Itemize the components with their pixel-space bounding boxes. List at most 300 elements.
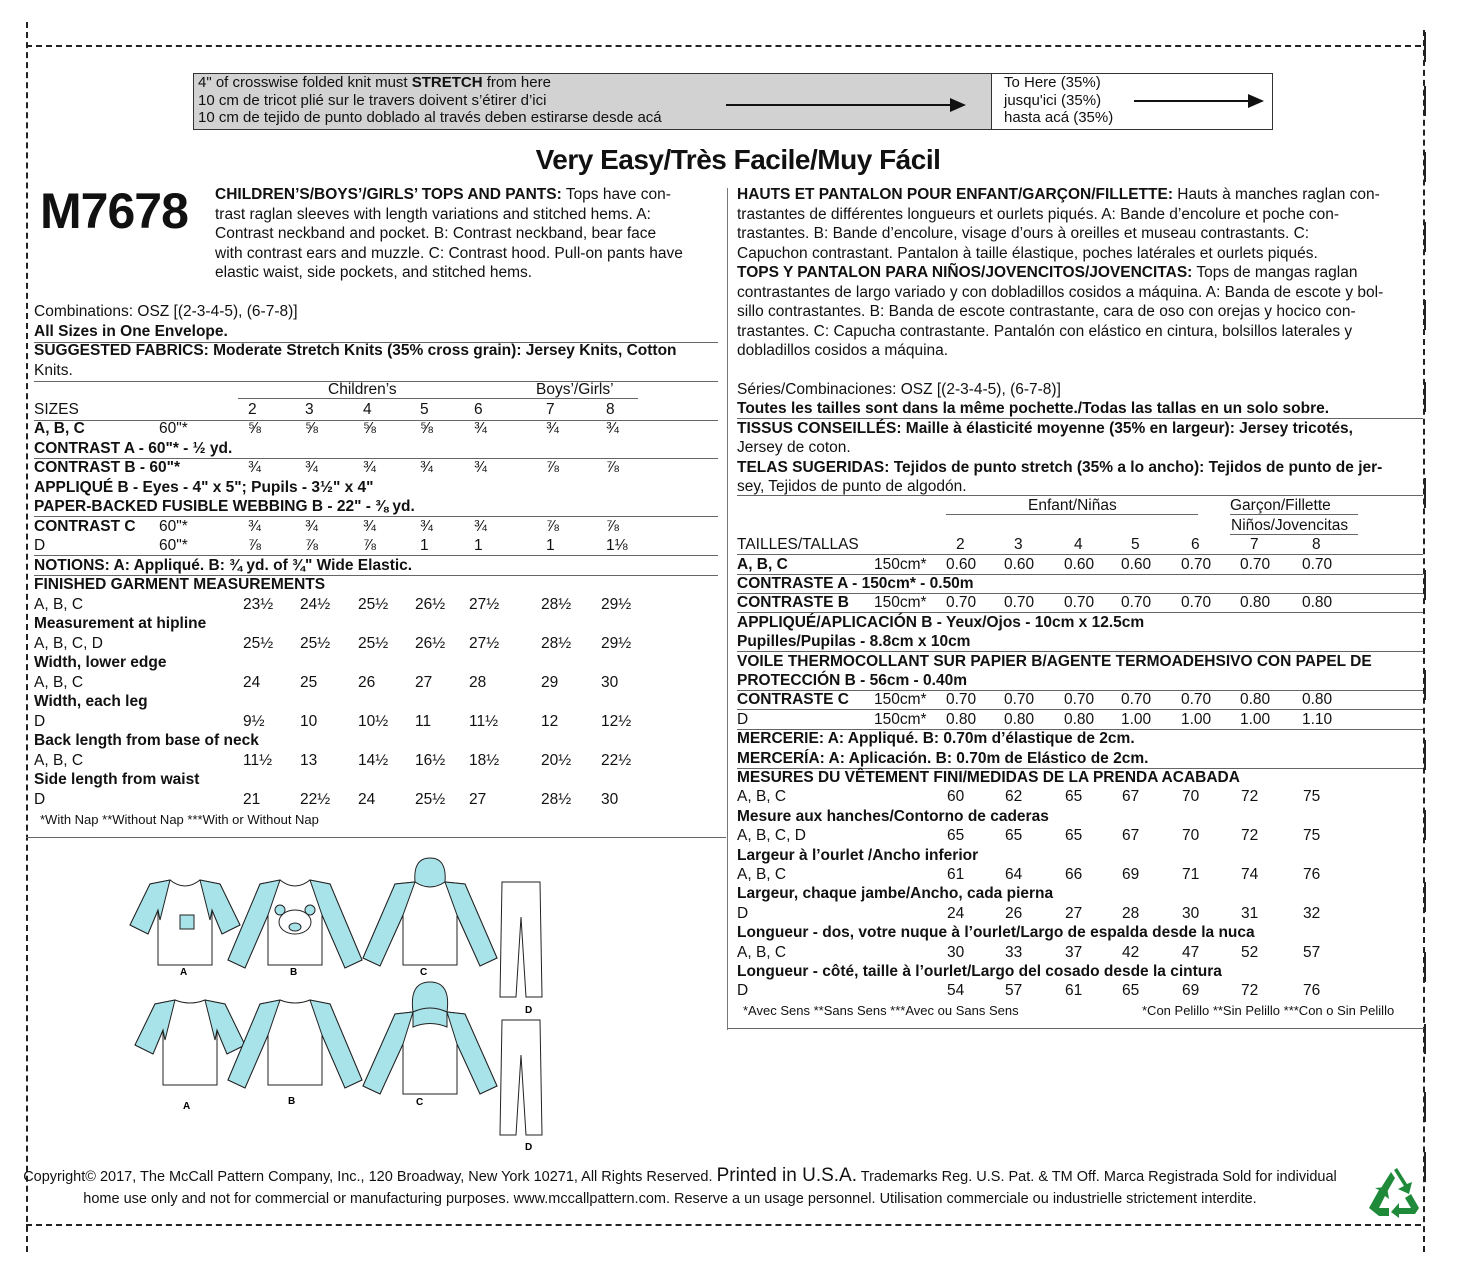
view-label-b: B bbox=[290, 967, 298, 978]
yardage-label: PROTECCIÓN B - 56cm - 0.40m bbox=[737, 672, 967, 689]
measurement-value: 69 bbox=[1182, 982, 1200, 1000]
measurement-value: 25½ bbox=[415, 790, 446, 808]
view-label-c-back: C bbox=[416, 1097, 424, 1108]
measurement-value: 30 bbox=[1182, 904, 1200, 922]
measurement-value: 10½ bbox=[358, 712, 389, 730]
size-column: 2 bbox=[248, 400, 257, 418]
measurement-value: 26½ bbox=[415, 595, 446, 613]
view-label-c: C bbox=[420, 967, 428, 978]
description-text: dobladillos cosidos a máquina. bbox=[737, 342, 949, 359]
measurement-value: 28½ bbox=[541, 634, 572, 652]
yardage-value: 0.80 bbox=[1004, 710, 1035, 728]
edge-tick bbox=[1424, 382, 1426, 412]
yardage-label: PAPER-BACKED FUSIBLE WEBBING B - 22" - ⅜ yd. bbox=[34, 498, 415, 515]
size-column: 8 bbox=[606, 400, 615, 418]
measurement-value: 76 bbox=[1303, 866, 1321, 883]
yardage-value: 0.70 bbox=[946, 594, 977, 612]
measurement-label: A, B, C bbox=[34, 751, 84, 769]
measurement-heading: Mesure aux hanches/Contorno de caderas bbox=[737, 807, 1049, 825]
arrow-icon bbox=[726, 104, 964, 106]
description-text: contrastantes de largo variado y con dobladillos cosidos a máquina. A: Banda de escote y bol- bbox=[737, 283, 1384, 301]
measurement-value: 28 bbox=[469, 673, 487, 691]
measurement-value: 52 bbox=[1241, 943, 1259, 961]
edge-tick bbox=[1424, 32, 1426, 62]
nap-note-en: *With Nap **Without Nap ***With or Without Nap bbox=[40, 812, 319, 827]
yardage-value: 1.10 bbox=[1302, 710, 1333, 728]
all-sizes-fr: Toutes les tailles sont dans la même pochette./Todas las tallas en un solo sobre. bbox=[737, 400, 1330, 418]
size-column: 4 bbox=[1074, 536, 1083, 554]
measurement-value: 70 bbox=[1182, 788, 1200, 806]
yardage-label: VOILE THERMOCOLLANT SUR PAPIER B/AGENTE TERMOADEHSIVO CON PAPEL DE bbox=[737, 652, 1372, 670]
gauge-to-here-fr: jusqu'ici (35%) bbox=[1004, 91, 1102, 109]
description-text: trastantes. B: Bande d’encolure, visage d’ours à oreilles et museau contrastants. C: bbox=[737, 225, 1310, 242]
arrow-icon bbox=[1134, 100, 1262, 102]
edge-tick bbox=[1424, 952, 1426, 982]
yardage-label: CONTRASTE C bbox=[737, 691, 849, 709]
size-column: 7 bbox=[1250, 536, 1259, 554]
measurement-value: 30 bbox=[601, 673, 619, 691]
measurement-value: 37 bbox=[1065, 943, 1083, 961]
measurement-label: D bbox=[34, 712, 46, 730]
group-ninos: Niños/Jovencitas bbox=[1231, 516, 1349, 534]
measurement-label: D bbox=[34, 790, 46, 808]
measurement-value: 70 bbox=[1182, 827, 1200, 845]
yardage-value: 0.80 bbox=[1302, 691, 1333, 709]
yardage-value: 1⅛ bbox=[606, 537, 628, 554]
yardage-value: 1 bbox=[420, 537, 429, 554]
measurement-value: 47 bbox=[1182, 943, 1200, 961]
yardage-value: ¾ bbox=[546, 420, 559, 437]
yardage-value: 0.80 bbox=[1240, 691, 1271, 709]
yardage-value: 0.70 bbox=[1302, 555, 1333, 573]
view-label-d-back: D bbox=[525, 1142, 533, 1153]
fabrics-fr-line: Jersey de coton. bbox=[737, 439, 851, 457]
yardage-value: ¾ bbox=[305, 459, 318, 476]
yardage-value: 0.60 bbox=[1004, 555, 1035, 573]
recycle-icon bbox=[1367, 1168, 1421, 1218]
yardage-value: ⅞ bbox=[546, 459, 559, 476]
measurement-value: 25½ bbox=[243, 634, 274, 652]
yardage-value: ¾ bbox=[363, 517, 376, 535]
fabrics-fr-line: TISSUS CONSEILLÉS: Maille à élasticité moyenne (35% en largeur): Jersey tricotés, bbox=[737, 419, 1353, 437]
fabrics-en-2: Knits. bbox=[34, 361, 73, 379]
measurement-label: D bbox=[737, 982, 749, 1000]
yardage-value: ¾ bbox=[420, 517, 433, 535]
measurement-value: 32 bbox=[1303, 904, 1321, 922]
cut-line-top bbox=[26, 45, 1421, 47]
yardage-value: 0.70 bbox=[1064, 691, 1095, 709]
description-line bbox=[737, 185, 1425, 205]
yardage-value: ⅝ bbox=[305, 420, 318, 437]
edge-tick bbox=[1424, 740, 1426, 770]
measurement-value: 29 bbox=[541, 673, 559, 691]
measurement-value: 28½ bbox=[541, 595, 572, 613]
yardage-value: ⅞ bbox=[606, 517, 619, 535]
yardage-value: 0.80 bbox=[946, 710, 977, 728]
measurement-heading: Largeur à l’ourlet /Ancho inferior bbox=[737, 846, 979, 864]
edge-tick bbox=[1424, 570, 1426, 600]
view-c-back bbox=[363, 982, 497, 1094]
measurement-value: 60 bbox=[947, 788, 965, 806]
sizes-label: SIZES bbox=[34, 400, 79, 418]
yardage-value: 0.70 bbox=[1121, 594, 1152, 612]
measurement-value: 18½ bbox=[469, 751, 500, 769]
measurement-label: A, B, C, D bbox=[34, 634, 103, 652]
merceria-es: MERCERÍA: A: Aplicación. B: 0.70m de Elástico de 2cm. bbox=[737, 749, 1149, 767]
description-line bbox=[737, 244, 1425, 264]
measurement-value: 11½ bbox=[243, 751, 273, 769]
measurement-value: 31 bbox=[1241, 904, 1259, 922]
view-d-pants bbox=[500, 882, 542, 997]
description-heading: TOPS Y PANTALON PARA NIÑOS/JOVENCITOS/JOVENCITAS: bbox=[737, 264, 1193, 281]
yardage-label: A, B, C bbox=[737, 555, 788, 573]
group-enfant: Enfant/Niñas bbox=[1028, 497, 1117, 515]
stretch-gauge-end bbox=[992, 74, 1272, 129]
fabric-width: 150cm* bbox=[874, 710, 927, 728]
yardage-label: A, B, C bbox=[34, 420, 85, 437]
yardage-value: 1.00 bbox=[1181, 710, 1212, 728]
fabrics-en-1: SUGGESTED FABRICS: Moderate Stretch Knits (35% cross grain): Jersey Knits, Cotton bbox=[34, 342, 677, 359]
yardage-label: D bbox=[737, 710, 749, 728]
edge-tick bbox=[1424, 1024, 1426, 1054]
gauge-line-fr: 10 cm de tricot plié sur le travers doivent s’étirer d’ici bbox=[198, 91, 547, 109]
edge-tick bbox=[1424, 1092, 1426, 1122]
yardage-value: 0.70 bbox=[1064, 594, 1095, 612]
rule bbox=[728, 1028, 1426, 1029]
yardage-value: ⅞ bbox=[363, 537, 376, 554]
measurement-value: 12½ bbox=[601, 712, 632, 730]
view-a-top-short-sleeve bbox=[130, 880, 240, 965]
view-label-d: D bbox=[525, 1005, 533, 1016]
edge-tick bbox=[1424, 882, 1426, 912]
cut-line-left bbox=[26, 22, 28, 1252]
copyright-line-1: Copyright© 2017, The McCall Pattern Company, Inc., 120 Broadway, New York 10271, All Rights Reserved. Printed in U.S.A. Trademarks Reg. U.S. Pat. & TM Off. Marca Registrada Sold for individual bbox=[23, 1165, 1337, 1186]
measurement-value: 67 bbox=[1122, 827, 1140, 845]
measurement-value: 26 bbox=[1005, 904, 1023, 922]
yardage-label: APPLIQUÉ B - Eyes - 4" x 5"; Pupils - 3½" x 4" bbox=[34, 478, 374, 496]
measurement-value: 16½ bbox=[415, 751, 446, 769]
size-column: 6 bbox=[1191, 536, 1200, 554]
measurement-value: 67 bbox=[1122, 788, 1140, 806]
rule bbox=[26, 837, 726, 838]
yardage-value: 0.70 bbox=[1240, 555, 1271, 573]
description-heading: HAUTS ET PANTALON POUR ENFANT/GARÇON/FILLETTE: bbox=[737, 186, 1173, 203]
cut-line-bottom bbox=[26, 1224, 1421, 1226]
description-text: Capuchon contrastant. Pantalon à taille élastique, poches latérales et ourlets piqués. bbox=[737, 244, 1318, 262]
view-a-back bbox=[135, 1000, 245, 1085]
measurement-value: 65 bbox=[1122, 982, 1140, 1000]
measurement-heading: Longueur - dos, votre nuque à l’ourlet/Largo de espalda desde la nuca bbox=[737, 924, 1255, 942]
combinations-fr: Séries/Combinaciones: OSZ [(2-3-4-5), (6-7-8)] bbox=[737, 381, 1061, 398]
description-line bbox=[737, 263, 1425, 283]
measurement-label: D bbox=[737, 904, 749, 922]
view-d-back bbox=[500, 1020, 542, 1135]
yardage-value: 1 bbox=[474, 537, 483, 554]
measurement-value: 57 bbox=[1303, 943, 1321, 961]
measurement-value: 42 bbox=[1122, 943, 1140, 961]
yardage-value: ¾ bbox=[474, 420, 487, 437]
measurement-value: 24 bbox=[947, 904, 965, 922]
measurement-value: 64 bbox=[1005, 866, 1023, 883]
measurement-value: 9½ bbox=[243, 712, 265, 730]
measurement-value: 30 bbox=[947, 943, 965, 961]
description-line bbox=[737, 302, 1425, 322]
garment-illustrations bbox=[100, 850, 600, 1160]
measurement-value: 29½ bbox=[601, 634, 632, 652]
fabric-width: 60"* bbox=[159, 420, 188, 437]
measurement-value: 25 bbox=[300, 673, 318, 691]
yardage-value: 0.70 bbox=[1121, 691, 1152, 709]
yardage-value: ¾ bbox=[248, 517, 261, 535]
measurement-value: 66 bbox=[1065, 866, 1083, 883]
group-boys-girls: Boys’/Girls’ bbox=[536, 381, 614, 398]
yardage-value: 0.60 bbox=[1064, 555, 1095, 573]
yardage-label: Pupilles/Pupilas - 8.8cm x 10cm bbox=[737, 633, 971, 651]
yardage-value: 0.70 bbox=[1181, 594, 1212, 612]
measurement-value: 28½ bbox=[541, 790, 572, 808]
measurement-value: 22½ bbox=[601, 751, 632, 769]
fabric-width: 60"* bbox=[159, 517, 188, 535]
measurement-value: 74 bbox=[1241, 866, 1259, 883]
edge-tick bbox=[1424, 670, 1426, 700]
yardage-label: CONTRAST B - 60"* bbox=[34, 459, 181, 476]
yardage-value: 0.60 bbox=[1121, 555, 1152, 573]
view-label-b-back: B bbox=[288, 1096, 296, 1107]
fabrics-fr-line: TELAS SUGERIDAS: Tejidos de punto stretch (35% a lo ancho): Tejidos de punto de jer- bbox=[737, 458, 1383, 476]
measurement-value: 11½ bbox=[469, 712, 499, 730]
yardage-value: ⅞ bbox=[546, 517, 559, 535]
measurement-label: A, B, C bbox=[737, 788, 787, 806]
yardage-label: CONTRASTE A - 150cm* - 0.50m bbox=[737, 575, 974, 592]
yardage-value: 0.80 bbox=[1302, 594, 1333, 612]
measurement-value: 26½ bbox=[415, 634, 446, 652]
view-label-a: A bbox=[180, 967, 188, 978]
yardage-value: ¾ bbox=[474, 459, 487, 476]
measurement-value: 26 bbox=[358, 673, 376, 691]
fabric-width: 60"* bbox=[159, 537, 188, 554]
description-en: CHILDREN’S/BOYS’/GIRLS’ TOPS AND PANTS: Tops have con- trast raglan sleeves with length variations and stitched hems. A: Contrast neckband and pocket. B: Contrast neckband, bear face with contrast ears and muzzle. C: Contrast hood. Pull-on pants have elastic waist, side pockets, and stitched hems. bbox=[215, 186, 683, 281]
yardage-label: CONTRAST A - 60"* - ½ yd. bbox=[34, 439, 233, 457]
rule bbox=[946, 514, 1198, 515]
measurement-value: 65 bbox=[1065, 827, 1083, 845]
yardage-value: ¾ bbox=[420, 459, 433, 476]
measurement-value: 62 bbox=[1005, 788, 1023, 806]
measurement-value: 65 bbox=[1065, 788, 1083, 806]
description-fr-es bbox=[737, 185, 1425, 361]
yardage-value: 0.80 bbox=[1240, 594, 1271, 612]
edge-tick bbox=[1424, 222, 1426, 252]
measurement-value: 27 bbox=[1065, 904, 1083, 922]
yardage-value: 1.00 bbox=[1240, 710, 1271, 728]
yardage-label: D bbox=[34, 537, 46, 554]
size-column: 5 bbox=[420, 400, 429, 418]
edge-tick bbox=[1424, 152, 1426, 182]
yardage-label: CONTRAST C bbox=[34, 517, 136, 535]
measurement-value: 75 bbox=[1303, 827, 1321, 845]
copyright-line-2: home use only and not for commercial or manufacturing purposes. www.mccallpattern.com. Reserve a un usage personnel. Utilisation commerciale ou industrielle strictement interdite. bbox=[83, 1191, 1257, 1207]
measurement-value: 33 bbox=[1005, 943, 1023, 961]
description-text: Tops de mangas raglan bbox=[1192, 264, 1358, 281]
description-line bbox=[737, 283, 1425, 303]
measurement-label: A, B, C bbox=[34, 595, 84, 613]
measurement-value: 61 bbox=[947, 866, 965, 883]
measurement-value: 69 bbox=[1122, 866, 1140, 883]
nap-note-es: *Con Pelillo **Sin Pelillo ***Con o Sin Pelillo bbox=[1142, 1002, 1395, 1018]
yardage-value: ⅞ bbox=[305, 537, 318, 554]
measurement-value: 11 bbox=[415, 712, 432, 730]
gauge-to-here-es: hasta acá (35%) bbox=[1004, 109, 1114, 126]
measurement-value: 24½ bbox=[300, 595, 331, 613]
view-c-hoodie bbox=[363, 858, 497, 966]
measurement-label: A, B, C, D bbox=[737, 827, 806, 845]
edge-tick bbox=[1424, 810, 1426, 840]
measurement-heading: Width, each leg bbox=[34, 693, 148, 710]
measurement-label: A, B, C bbox=[34, 673, 84, 691]
measurement-heading: Side length from waist bbox=[34, 771, 200, 788]
measurement-value: 27½ bbox=[469, 634, 500, 652]
size-column: 8 bbox=[1312, 536, 1321, 554]
size-column: 7 bbox=[546, 400, 555, 418]
yardage-value: ⅞ bbox=[248, 537, 261, 554]
measurement-value: 27½ bbox=[469, 595, 500, 613]
gauge-line-es: 10 cm de tejido de punto doblado al través deben estirarse desde acá bbox=[198, 109, 662, 126]
size-column: 2 bbox=[956, 536, 965, 554]
measurement-value: 12 bbox=[541, 712, 559, 730]
measurement-value: 72 bbox=[1241, 827, 1259, 845]
measurement-value: 24 bbox=[243, 673, 261, 691]
edge-tick bbox=[1424, 1152, 1426, 1182]
measurement-value: 20½ bbox=[541, 751, 572, 769]
measurement-heading: Back length from base of neck bbox=[34, 732, 259, 749]
measurement-value: 71 bbox=[1182, 866, 1200, 883]
description-line bbox=[737, 205, 1425, 225]
edge-tick bbox=[1424, 478, 1426, 508]
measurement-value: 21 bbox=[243, 790, 261, 808]
size-column: 6 bbox=[474, 400, 483, 418]
measurement-value: 72 bbox=[1241, 982, 1259, 1000]
column-divider bbox=[727, 188, 728, 1030]
yardage-value: 0.70 bbox=[946, 691, 977, 709]
fabric-width: 150cm* bbox=[874, 691, 927, 709]
description-text: Hauts à manches raglan con- bbox=[1173, 186, 1380, 203]
combinations-en: Combinations: OSZ [(2-3-4-5), (6-7-8)] bbox=[34, 303, 298, 320]
all-sizes-en: All Sizes in One Envelope. bbox=[34, 322, 228, 340]
measurement-heading: Largeur, chaque jambe/Ancho, cada pierna bbox=[737, 885, 1054, 903]
description-line bbox=[737, 341, 1425, 361]
gauge-to-here-en: To Here (35%) bbox=[1004, 74, 1101, 91]
measurement-value: 61 bbox=[1065, 982, 1083, 1000]
measurement-value: 29½ bbox=[601, 595, 632, 613]
yardage-value: ¾ bbox=[474, 517, 487, 535]
measurement-value: 27 bbox=[469, 790, 487, 808]
yardage-value: 0.70 bbox=[1181, 691, 1212, 709]
yardage-value: ¾ bbox=[606, 420, 619, 437]
group-garcon: Garçon/Fillette bbox=[1230, 497, 1331, 515]
edge-tick bbox=[1424, 86, 1426, 116]
measurement-label: A, B, C bbox=[737, 943, 787, 961]
measurement-heading: Width, lower edge bbox=[34, 654, 167, 671]
size-column: 4 bbox=[363, 400, 372, 418]
yardage-value: ¾ bbox=[305, 517, 318, 535]
notions-en: NOTIONS: A: Appliqué. B: ¾ yd. of ¾" Wide Elastic. bbox=[34, 556, 413, 574]
yardage-value: 0.70 bbox=[1004, 691, 1035, 709]
fabrics-fr-line: sey, Tejidos de punto de algodón. bbox=[737, 478, 967, 495]
view-label-a-back: A bbox=[183, 1101, 191, 1112]
measurement-value: 75 bbox=[1303, 788, 1321, 806]
measurement-label: A, B, C bbox=[737, 866, 787, 883]
measurement-value: 25½ bbox=[300, 634, 331, 652]
yardage-value: 1 bbox=[546, 537, 555, 554]
view-b-back bbox=[228, 1000, 362, 1088]
nap-note-fr: *Avec Sens **Sans Sens ***Avec ou Sans Sens bbox=[743, 1002, 1019, 1018]
measurement-value: 25½ bbox=[358, 634, 389, 652]
yardage-value: ⅞ bbox=[606, 459, 619, 476]
measurement-value: 13 bbox=[300, 751, 318, 769]
yardage-label: CONTRASTE B bbox=[737, 594, 849, 612]
measurement-value: 54 bbox=[947, 982, 965, 1000]
measurement-value: 10 bbox=[300, 712, 318, 730]
description-text: trastantes de différentes longueurs et ourlets piqués. A: Bande d’encolure et poche con- bbox=[737, 205, 1340, 223]
group-children: Children’s bbox=[328, 381, 397, 398]
yardage-value: 1.00 bbox=[1121, 710, 1152, 728]
yardage-value: ¾ bbox=[363, 459, 376, 476]
description-text: sillo contrastantes. B: Banda de escote contrastante, cara de oso con orejas y hocico con- bbox=[737, 303, 1356, 320]
yardage-value: ¾ bbox=[248, 459, 261, 476]
description-line bbox=[737, 224, 1425, 244]
measurement-value: 57 bbox=[1005, 982, 1023, 1000]
size-column: 3 bbox=[305, 400, 314, 418]
measurement-value: 28 bbox=[1122, 904, 1140, 922]
yardage-value: ⅝ bbox=[248, 420, 261, 437]
yardage-value: ⅝ bbox=[420, 420, 433, 437]
yardage-value: 0.70 bbox=[1004, 594, 1035, 612]
yardage-label: APPLIQUÉ/APLICACIÓN B - Yeux/Ojos - 10cm x 12.5cm bbox=[737, 613, 1145, 631]
edge-tick bbox=[1424, 300, 1426, 330]
measurement-heading: Measurement at hipline bbox=[34, 615, 207, 632]
description-text: trastantes. C: Capucha contrastante. Pantalón con elástico en cintura, bolsillos laterales y bbox=[737, 322, 1353, 340]
fabric-width: 150cm* bbox=[874, 594, 927, 612]
yardage-value: 0.60 bbox=[946, 555, 977, 573]
pattern-number: M7678 bbox=[40, 183, 188, 239]
fabric-width: 150cm* bbox=[874, 555, 927, 573]
measurement-value: 14½ bbox=[358, 751, 389, 769]
stretch-gauge bbox=[193, 73, 1273, 130]
measurement-value: 65 bbox=[1005, 827, 1023, 845]
description-line bbox=[737, 322, 1425, 342]
measurement-heading: Longueur - côté, taille à l’ourlet/Largo del cosado desde la cintura bbox=[737, 963, 1222, 980]
measurement-value: 23½ bbox=[243, 595, 274, 613]
size-column: 3 bbox=[1014, 536, 1023, 554]
sizes-label-fr: TAILLES/TALLAS bbox=[737, 536, 859, 554]
gauge-line-en: 4" of crosswise folded knit must STRETCH from here bbox=[198, 74, 551, 91]
yardage-value: ⅝ bbox=[363, 420, 376, 437]
view-b-top-bear bbox=[228, 880, 362, 968]
measurement-value: 27 bbox=[415, 673, 433, 691]
measurement-value: 25½ bbox=[358, 595, 389, 613]
yardage-value: 0.70 bbox=[1181, 555, 1212, 573]
finished-heading-fr: MESURES DU VÊTEMENT FINI/MEDIDAS DE LA PRENDA ACABADA bbox=[737, 769, 1240, 786]
measurement-value: 24 bbox=[358, 790, 376, 808]
finished-heading-en: FINISHED GARMENT MEASUREMENTS bbox=[34, 576, 326, 593]
measurement-value: 72 bbox=[1241, 788, 1259, 806]
difficulty-title: Very Easy/Très Facile/Muy Fácil bbox=[535, 144, 941, 175]
mercerie-fr: MERCERIE: A: Appliqué. B: 0.70m d’élastique de 2cm. bbox=[737, 730, 1135, 748]
stretch-gauge-start bbox=[194, 74, 992, 129]
measurement-value: 65 bbox=[947, 827, 965, 845]
measurement-value: 22½ bbox=[300, 790, 331, 808]
yardage-value: 0.80 bbox=[1064, 710, 1095, 728]
measurement-value: 76 bbox=[1303, 982, 1321, 1000]
